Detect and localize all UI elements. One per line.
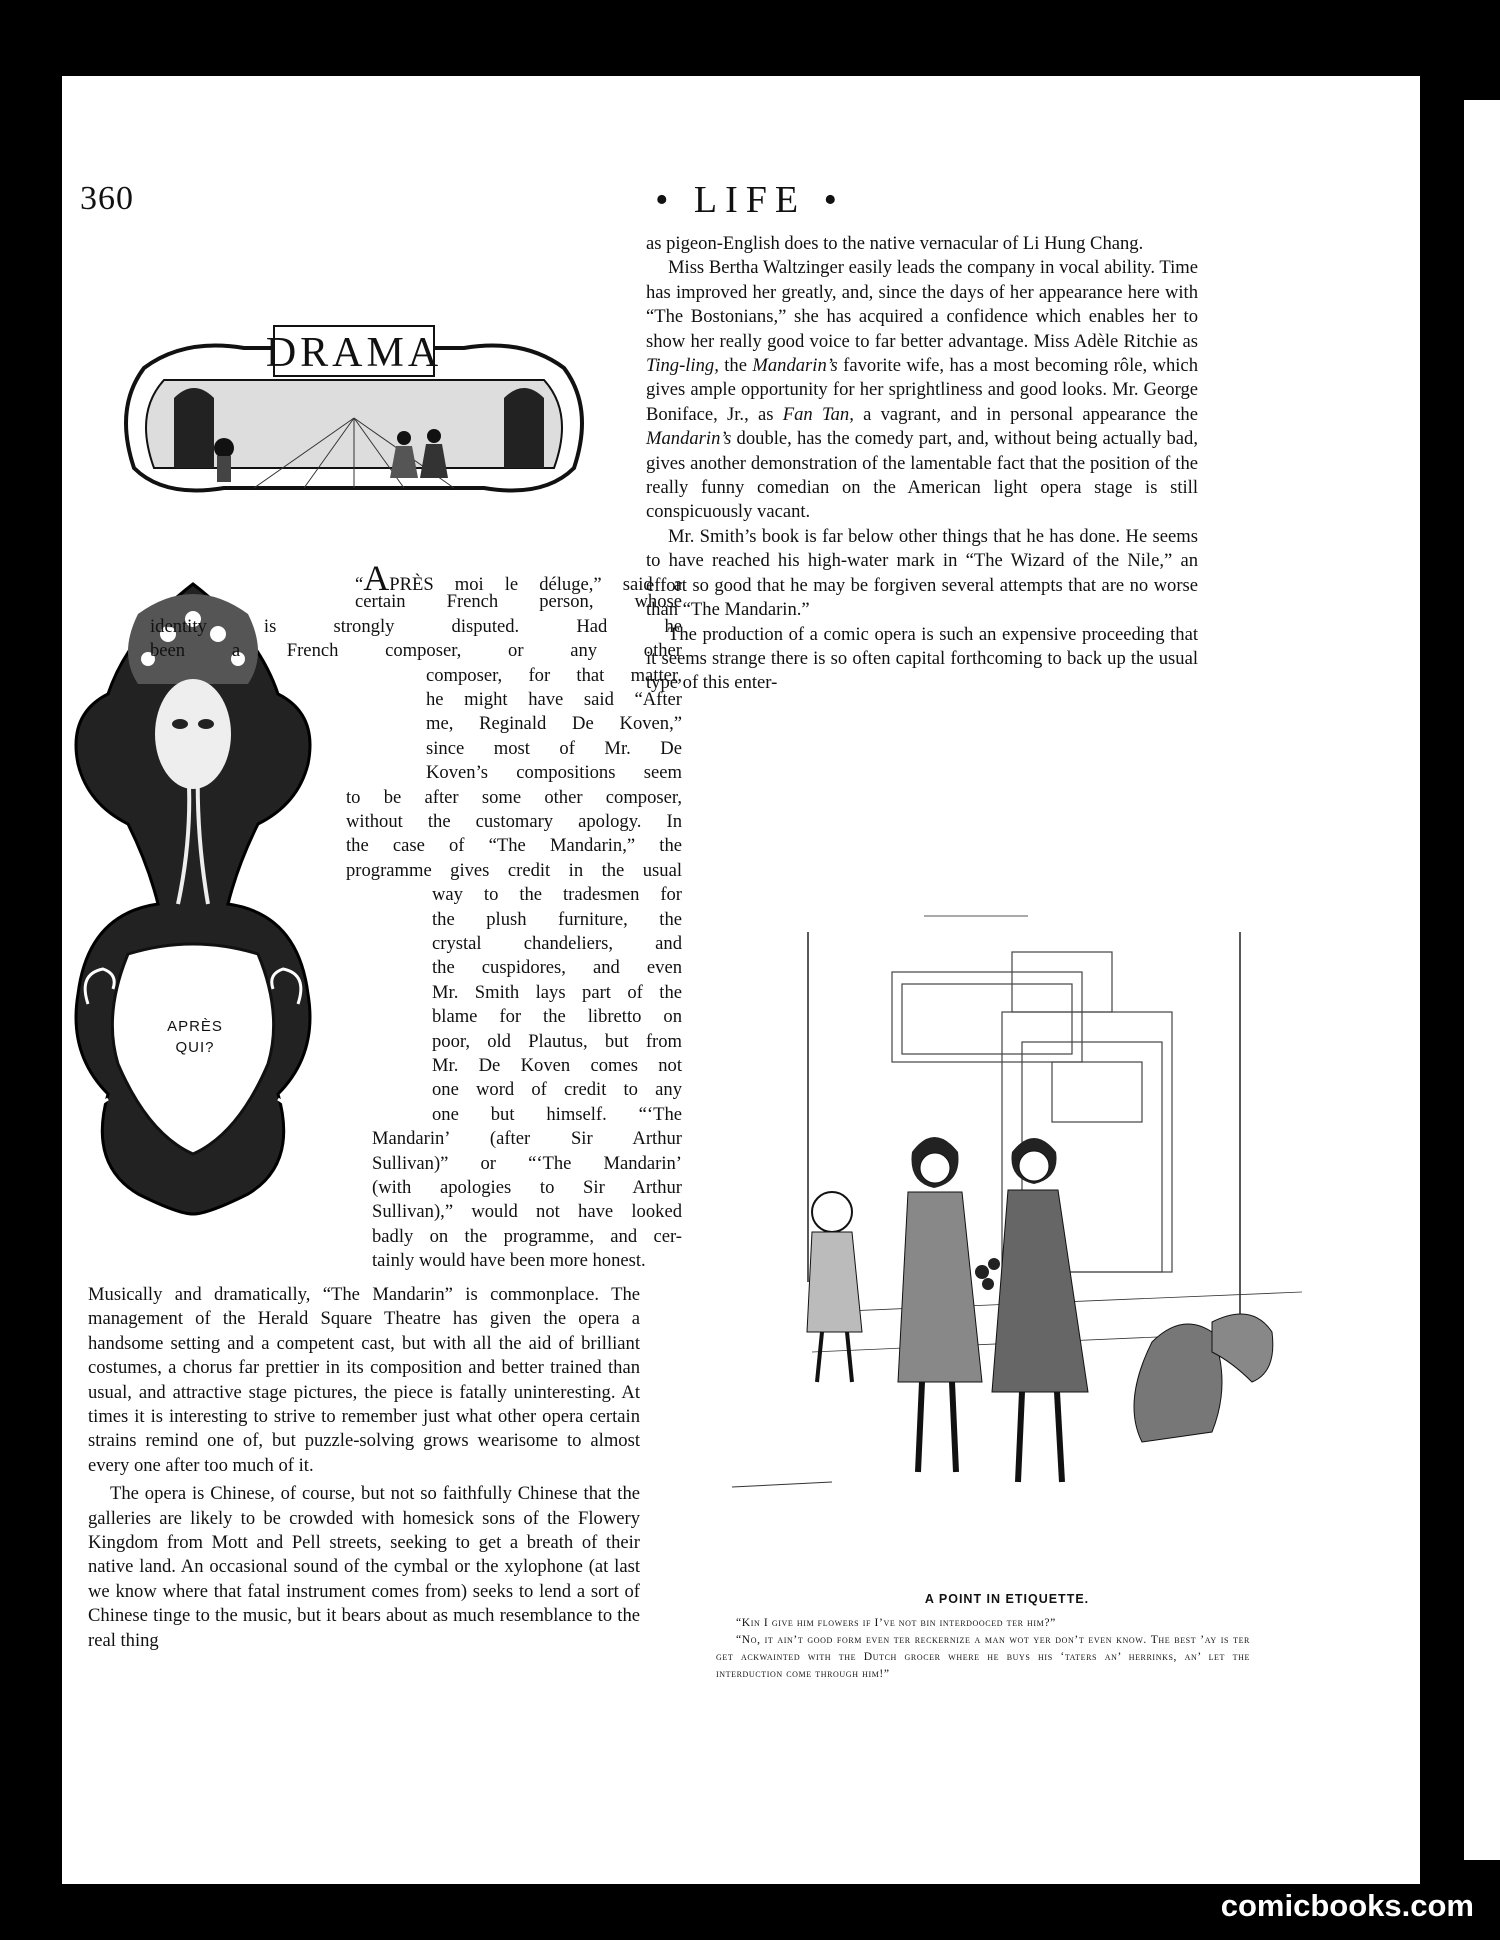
article-paragraph-1-line: programme gives credit in the usual — [346, 859, 682, 881]
drama-banner-illustration — [104, 318, 604, 508]
cartoon-caption-line1: “Kin I give him flowers if I’ve not bin interdooced ter him?” — [736, 1616, 1056, 1629]
article-left-lower — [88, 1283, 640, 1653]
article-paragraph-1-line: badly on the programme, and cer- — [372, 1225, 682, 1247]
watermark: comicbooks.com — [1220, 1888, 1474, 1923]
article-right-column — [646, 232, 1198, 696]
article-paragraph-1-line: identity is strongly disputed. Had he — [150, 615, 682, 637]
article-paragraph-1-line: been a French composer, or any other — [150, 640, 682, 662]
apres-label-line2: QUI? — [175, 1039, 215, 1056]
article-paragraph-1-line: (with apologies to Sir Arthur — [372, 1177, 682, 1198]
article-paragraph-1-line: blame for the libretto on — [432, 1006, 682, 1028]
cartoon-caption-line2: “No, it ain’t good form even ter reckernize a man wot yer don’t even know. The best ’ay is ter get ackwainted with the Dutch grocer where he buys his ‘taters an’ herrinks, an’ let the interduction come through him!” — [716, 1633, 1250, 1680]
article-paragraph-1-line: certain French person, whose — [355, 591, 682, 613]
article-paragraph-1-line: Sullivan),” would not have looked — [372, 1201, 682, 1223]
article-paragraph-1-line: crystal chandeliers, and — [432, 933, 682, 954]
drama-heading: DRAMA — [265, 330, 443, 376]
article-paragraph-1-line: the cuspidores, and even — [432, 957, 682, 979]
article-paragraph-5: Miss Bertha Waltzinger easily leads the company in vocal ability. Time has improved her greatly, and, since the days of her appearance here with “The Bostonians,” she has acquired a confidence which enables her to show her really good voice to far better advantage. Miss Adèle Ritchie as Ting-ling, the Mandarin’s favorite wife, has a most becoming rôle, which gives ample opportunity for her sprightliness and good looks. Mr. George Boniface, Jr., as Fan Tan, a vagrant, and in personal appearance the Mandarin’s double, has the comedy part, and, without being actually bad, gives another demonstration of the lamentable fact that the position of the really funny comedian on the American light opera stage is still conspicuously vacant. — [646, 257, 1198, 523]
article-paragraph-1-line: Mr. Smith lays part of the — [432, 981, 682, 1003]
article-paragraph-1-line: tainly would have been more honest. — [372, 1250, 646, 1272]
article-paragraph-1-line: poor, old Plautus, but from — [432, 1030, 682, 1052]
article-paragraph-6: Mr. Smith’s book is far below other things that he has done. He seems to have reached his high-water mark in “The Wizard of the Nile,” an effort so good that he may be forgiven several attempts that are no worse than “The Mandarin.” — [646, 525, 1198, 621]
article-paragraph-7: The production of a comic opera is such an expensive proceeding that it seems strange there is so often capital forthcoming to back up the usual type of this enter- — [646, 623, 1198, 694]
article-paragraph-1-line: he might have said “After — [426, 689, 682, 710]
article-paragraph-1-line: Mandarin’ (after Sir Arthur — [372, 1128, 682, 1150]
article-paragraph-1-line: Sullivan)” or “‘The Mandarin’ — [372, 1152, 682, 1174]
apres-qui-illustration — [68, 574, 318, 1224]
article-paragraph-1-line: one word of credit to any — [432, 1079, 682, 1101]
article-paragraph-1-line: the case of “The Mandarin,” the — [346, 835, 682, 857]
page-number: 360 — [80, 180, 134, 217]
article-paragraph-1-line: Koven’s compositions seem — [426, 762, 682, 784]
article-paragraph-1-line: composer, for that matter, — [426, 664, 682, 686]
article-paragraph-1-line: way to the tradesmen for — [432, 884, 682, 906]
article-paragraph-3: The opera is Chinese, of course, but not so faithfully Chinese that the galleries are likely to be crowded with homesick sons of the Flowery Kingdom from Mott and Pell streets, seeking to get a breath of their native land. An occasional sound of the cymbal or the xylophone (at last we know where that fatal instrument comes from) seeks to lend a sort of Chinese tinge to the music, but it bears about as much resemblance to the real thing — [88, 1483, 640, 1651]
article-paragraph-1-line: the plush furniture, the — [432, 908, 682, 930]
apres-label-line1: APRÈS — [167, 1018, 223, 1035]
article-paragraph-2: Musically and dramatically, “The Mandarin” is commonplace. The management of the Herald Square Theatre has given the opera a handsome setting and a competent cast, but with all the aid of brilliant costumes, a chorus far prettier in its composition and better trained than usual, and attractive stage pictures, the piece is fatally uninteresting. At times it is interesting to strive to remember just what other opera certain strains remind one of, but puzzle-solving grows wearisome to almost every one after too much of it. — [88, 1284, 640, 1476]
article-paragraph-1-line: one but himself. “‘The — [432, 1103, 682, 1125]
next-page-edge — [1464, 100, 1500, 1860]
article-paragraph-1-line: Mr. De Koven comes not — [432, 1055, 682, 1076]
article-paragraph-4: as pigeon-English does to the native vernacular of Li Hung Chang. — [646, 233, 1144, 254]
drop-cap: A — [363, 558, 390, 598]
cartoon-caption — [716, 1614, 1250, 1682]
article-paragraph-1-line: to be after some other composer, — [346, 786, 682, 808]
article-paragraph-1-line: since most of Mr. De — [426, 737, 682, 759]
magazine-title: • LIFE • — [655, 179, 845, 221]
cartoon-illustration — [712, 912, 1302, 1522]
cartoon-title: A POINT IN ETIQUETTE. — [924, 1592, 1090, 1606]
article-paragraph-1-line: “APRÈS moi le déluge,” said a — [355, 558, 682, 598]
article-paragraph-1-line: me, Reginald De Koven,” — [426, 713, 682, 735]
article-paragraph-1-line: without the customary apology. In — [346, 811, 682, 832]
open-quote: “ — [355, 574, 364, 595]
apres-qui-caption — [140, 1016, 250, 1058]
